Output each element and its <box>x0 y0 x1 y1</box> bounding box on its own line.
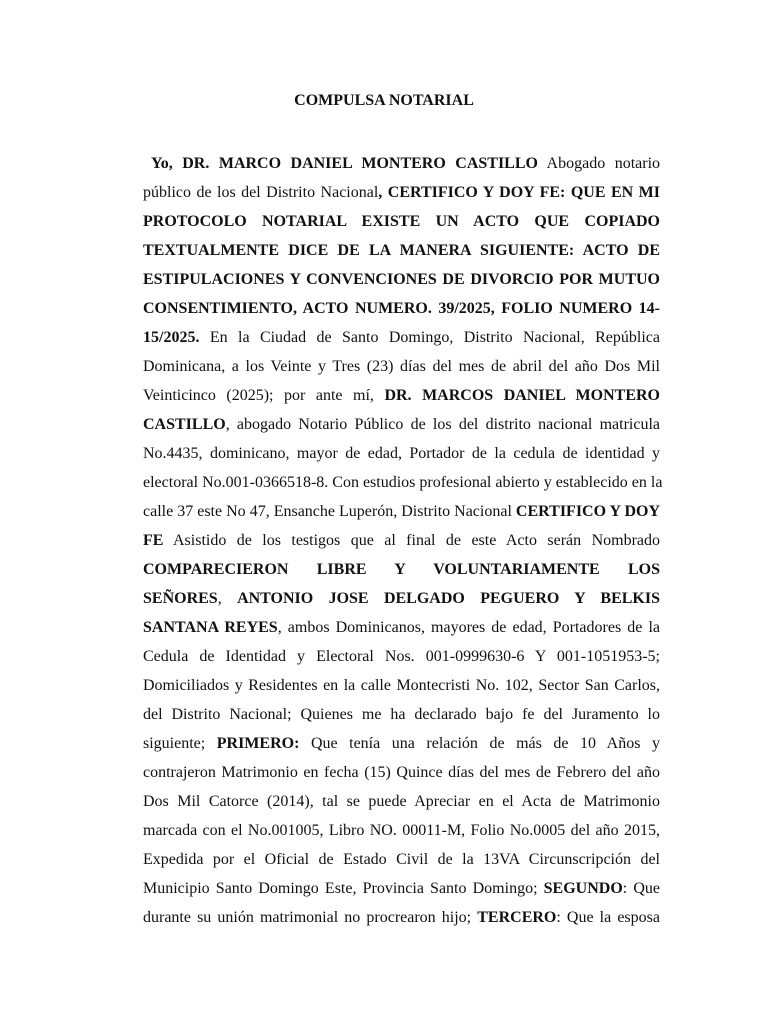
bold-text-run: ESTIPULACIONES Y CONVENCIONES DE DIVORCIO POR MUTUO <box>143 271 660 288</box>
text-line <box>143 149 660 178</box>
text-line <box>143 584 660 613</box>
text-line <box>143 555 660 584</box>
text-line <box>143 903 660 932</box>
text-run: , ambos Dominicanos, mayores de edad, Portadores de la <box>277 619 660 636</box>
text-line <box>143 468 663 497</box>
document-title: COMPULSA NOTARIAL <box>294 92 474 109</box>
text-line <box>143 758 660 787</box>
bold-text-run: DR. MARCOS DANIEL MONTERO <box>384 387 661 404</box>
text-line <box>143 265 660 294</box>
text-run: En la Ciudad de Santo Domingo, Distrito Nacional, República <box>199 329 660 346</box>
bold-text-run: CERTIFICO Y DOY <box>515 503 660 520</box>
text-run: calle 37 este No 47, Ensanche Luperón, Distrito Nacional <box>143 503 516 520</box>
text-line <box>143 323 660 352</box>
text-run: : Que <box>622 880 660 897</box>
bold-text-run: 15/2025. <box>143 329 200 346</box>
bold-text-run: SEGUNDO <box>543 880 623 897</box>
text-run: , <box>217 590 238 607</box>
text-run: Que tenía una relación de más de 10 Años y <box>299 735 660 752</box>
bold-text-run: Yo, DR. MARCO DANIEL MONTERO CASTILLO <box>151 155 538 172</box>
bold-text-run: PRIMERO: <box>216 735 300 752</box>
text-line <box>143 787 660 816</box>
bold-text-run: TERCERO <box>477 909 557 926</box>
bold-text-run: SEÑORES <box>143 590 218 607</box>
text-line <box>143 236 660 265</box>
text-line <box>143 874 660 903</box>
text-run: Domiciliados y Residentes en la calle Montecristi No. 102, Sector San Carlos, <box>143 677 660 694</box>
text-run: , abogado Notario Público de los del distrito nacional matricula <box>225 416 660 433</box>
bold-text-run: COMPARECIERON LIBRE Y VOLUNTARIAMENTE LOS <box>143 561 660 578</box>
text-run: Dos Mil Catorce (2014), tal se puede Apreciar en el Acta de Matrimonio <box>143 793 660 810</box>
bold-text-run: FE <box>143 532 164 549</box>
text-line <box>143 816 660 845</box>
bold-text-run: , CERTIFICO Y DOY FE: QUE EN MI <box>378 184 661 201</box>
text-line <box>143 381 660 410</box>
text-run: siguiente; <box>143 735 217 752</box>
text-run: Veinticinco (2025); por ante mí, <box>143 387 385 404</box>
text-line <box>143 294 660 323</box>
text-line <box>143 642 660 671</box>
text-line <box>143 352 660 381</box>
text-run: electoral No.001-0366518-8. Con estudios profesional abierto y establecido en la <box>143 474 663 491</box>
text-line <box>143 671 660 700</box>
text-run: Dominicana, a los Veinte y Tres (23) días del mes de abril del año Dos Mil <box>143 358 660 375</box>
bold-text-run: CASTILLO <box>143 416 226 433</box>
text-run: durante su unión matrimonial no procrearon hijo; <box>143 909 478 926</box>
text-run: público de los del Distrito Nacional <box>143 184 379 201</box>
text-line <box>143 613 660 642</box>
text-run: contrajeron Matrimonio en fecha (15) Quince días del mes de Febrero del año <box>143 764 660 781</box>
text-run: marcada con el No.001005, Libro NO. 00011-M, Folio No.0005 del año 2015, <box>143 822 660 839</box>
text-run: No.4435, dominicano, mayor de edad, Portador de la cedula de identidad y <box>143 445 660 462</box>
text-run: : Que la esposa <box>556 909 660 926</box>
text-line <box>143 410 660 439</box>
text-line <box>143 497 660 526</box>
document-body <box>143 149 663 932</box>
text-line <box>143 178 660 207</box>
text-run: del Distrito Nacional; Quienes me ha declarado bajo fe del Juramento lo <box>143 706 660 723</box>
text-run: Expedida por el Oficial de Estado Civil de la 13VA Circunscripción del <box>143 851 660 868</box>
text-line <box>143 207 660 236</box>
text-line <box>143 439 660 468</box>
text-run: Municipio Santo Domingo Este, Provincia Santo Domingo; <box>143 880 544 897</box>
bold-text-run: SANTANA REYES <box>143 619 278 636</box>
bold-text-run: TEXTUALMENTE DICE DE LA MANERA SIGUIENTE: ACTO DE <box>143 242 660 259</box>
text-line <box>143 700 660 729</box>
text-line <box>143 729 660 758</box>
text-run: Cedula de Identidad y Electoral Nos. 001-0999630-6 Y 001-1051953-5; <box>143 648 660 665</box>
bold-text-run: CONSENTIMIENTO, ACTO NUMERO. 39/2025, FOLIO NUMERO 14- <box>143 300 660 317</box>
text-line <box>143 845 660 874</box>
text-run: Asistido de los testigos que al final de este Acto serán Nombrado <box>163 532 660 549</box>
bold-text-run: PROTOCOLO NOTARIAL EXISTE UN ACTO QUE COPIADO <box>143 213 660 230</box>
bold-text-run: ANTONIO JOSE DELGADO PEGUERO Y BELKIS <box>237 590 660 607</box>
text-run: Abogado notario <box>537 155 661 172</box>
text-line <box>143 526 660 555</box>
